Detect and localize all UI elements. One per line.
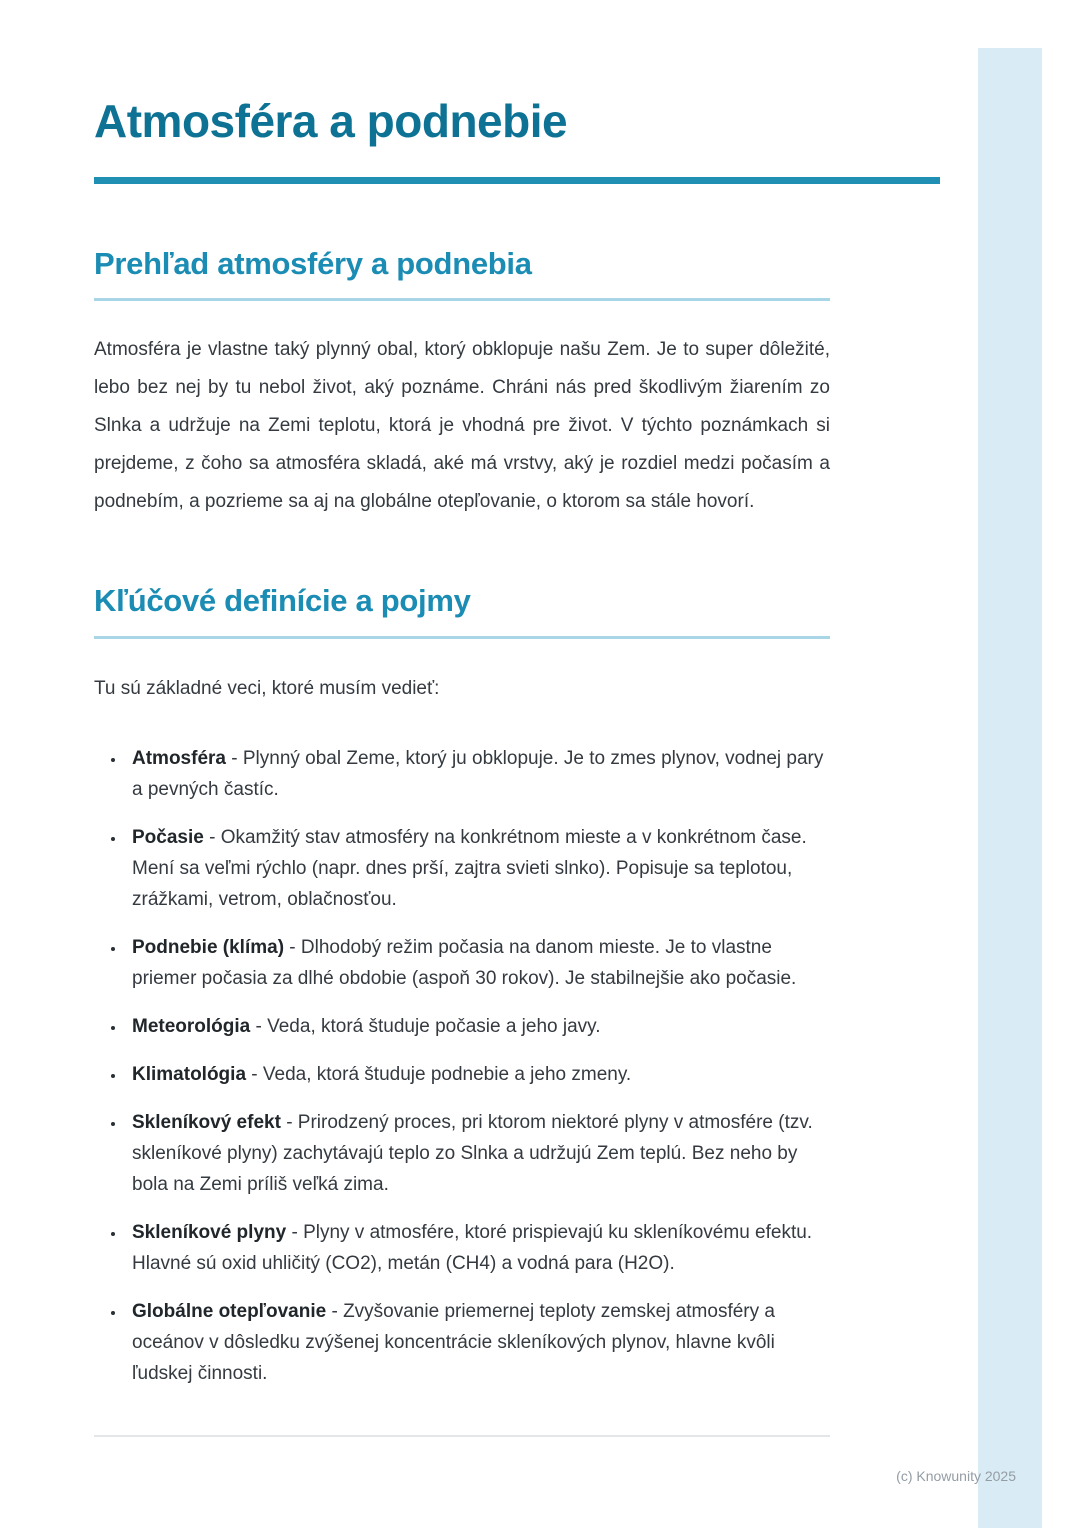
definition-description: - Dlhodobý režim počasia na danom mieste. Je to vlastne priemer počasia za dlhé obdobie (aspoň 30 rokov). Je stabilnejšie ako počasie. <box>132 936 797 989</box>
section-heading-definitions: Kľúčové definície a pojmy <box>94 583 471 619</box>
definition-item-klimatologia <box>126 1059 830 1090</box>
definition-term: Meteorológia <box>132 1015 251 1037</box>
section-heading-overview: Prehľad atmosféry a podnebia <box>94 245 532 281</box>
definition-term: Klimatológia <box>132 1063 247 1085</box>
right-accent-stripe <box>978 48 1042 1528</box>
title-underline-rule <box>94 177 940 184</box>
bottom-divider <box>94 1435 830 1437</box>
definitions-list <box>94 743 830 1389</box>
definition-item-sklenikovy-efekt <box>126 1107 830 1200</box>
definitions-intro: Tu sú základné veci, ktoré musím vedieť: <box>94 677 440 699</box>
definition-description: - Okamžitý stav atmosféry na konkrétnom mieste a v konkrétnom čase. Mení sa veľmi rýchlo (napr. dnes prší, zajtra svieti slnko). Popisuje sa teplotou, zrážkami, vetrom, oblačnosťou. <box>132 826 807 910</box>
definition-term: Podnebie (klíma) <box>132 936 285 958</box>
definition-term: Skleníkový efekt <box>132 1111 281 1133</box>
definition-description: - Plyny v atmosfére, ktoré prispievajú ku skleníkovému efektu. Hlavné sú oxid uhličitý (CO2), metán (CH4) a vodná para (H2O). <box>132 1221 813 1274</box>
definition-term: Globálne otepľovanie <box>132 1300 327 1322</box>
definition-item-atmosfera <box>126 743 830 805</box>
definition-item-pocasie <box>126 822 830 915</box>
definition-term: Atmosféra <box>132 747 226 769</box>
definitions-heading-rule <box>94 636 830 639</box>
definition-description: - Prirodzený proces, pri ktorom niektoré plyny v atmosfére (tzv. skleníkové plyny) zachytávajú teplo zo Slnka a udržujú Zem teplú. Bez neho by bola na Zemi príliš veľká zima. <box>132 1111 813 1195</box>
definition-term: Skleníkové plyny <box>132 1221 287 1243</box>
definition-description: - Zvyšovanie priemernej teploty zemskej atmosféry a oceánov v dôsledku zvýšenej koncentrácie skleníkových plynov, hlavne kvôli ľudskej činnosti. <box>132 1300 775 1384</box>
page-title: Atmosféra a podnebie <box>94 95 568 147</box>
overview-heading-rule <box>94 298 830 301</box>
definition-item-meteorologia <box>126 1011 830 1042</box>
definition-item-globalne-oteplovanie <box>126 1296 830 1389</box>
definition-description: - Veda, ktorá študuje podnebie a jeho zmeny. <box>246 1063 632 1085</box>
definition-term: Počasie <box>132 826 204 848</box>
copyright-footer: (c) Knowunity 2025 <box>896 1468 1016 1484</box>
definition-item-podnebie <box>126 932 830 994</box>
definition-description: - Veda, ktorá študuje počasie a jeho javy. <box>250 1015 601 1037</box>
definition-item-sklenikove-plyny <box>126 1217 830 1279</box>
overview-paragraph: Atmosféra je vlastne taký plynný obal, ktorý obklopuje našu Zem. Je to super dôležité, lebo bez nej by tu nebol život, aký poznáme. Chráni nás pred škodlivým žiarením zo Slnka a udržuje na Zemi teplotu, ktorá je vhodná pre život. V týchto poznámkach si prejdeme, z čoho sa atmosféra skladá, aké má vrstvy, aký je rozdiel medzi počasím a podnebím, a pozrieme sa aj na globálne otepľovanie, o ktorom sa stále hovorí. <box>94 339 830 513</box>
definition-description: - Plynný obal Zeme, ktorý ju obklopuje. Je to zmes plynov, vodnej pary a pevných častíc. <box>132 747 824 800</box>
